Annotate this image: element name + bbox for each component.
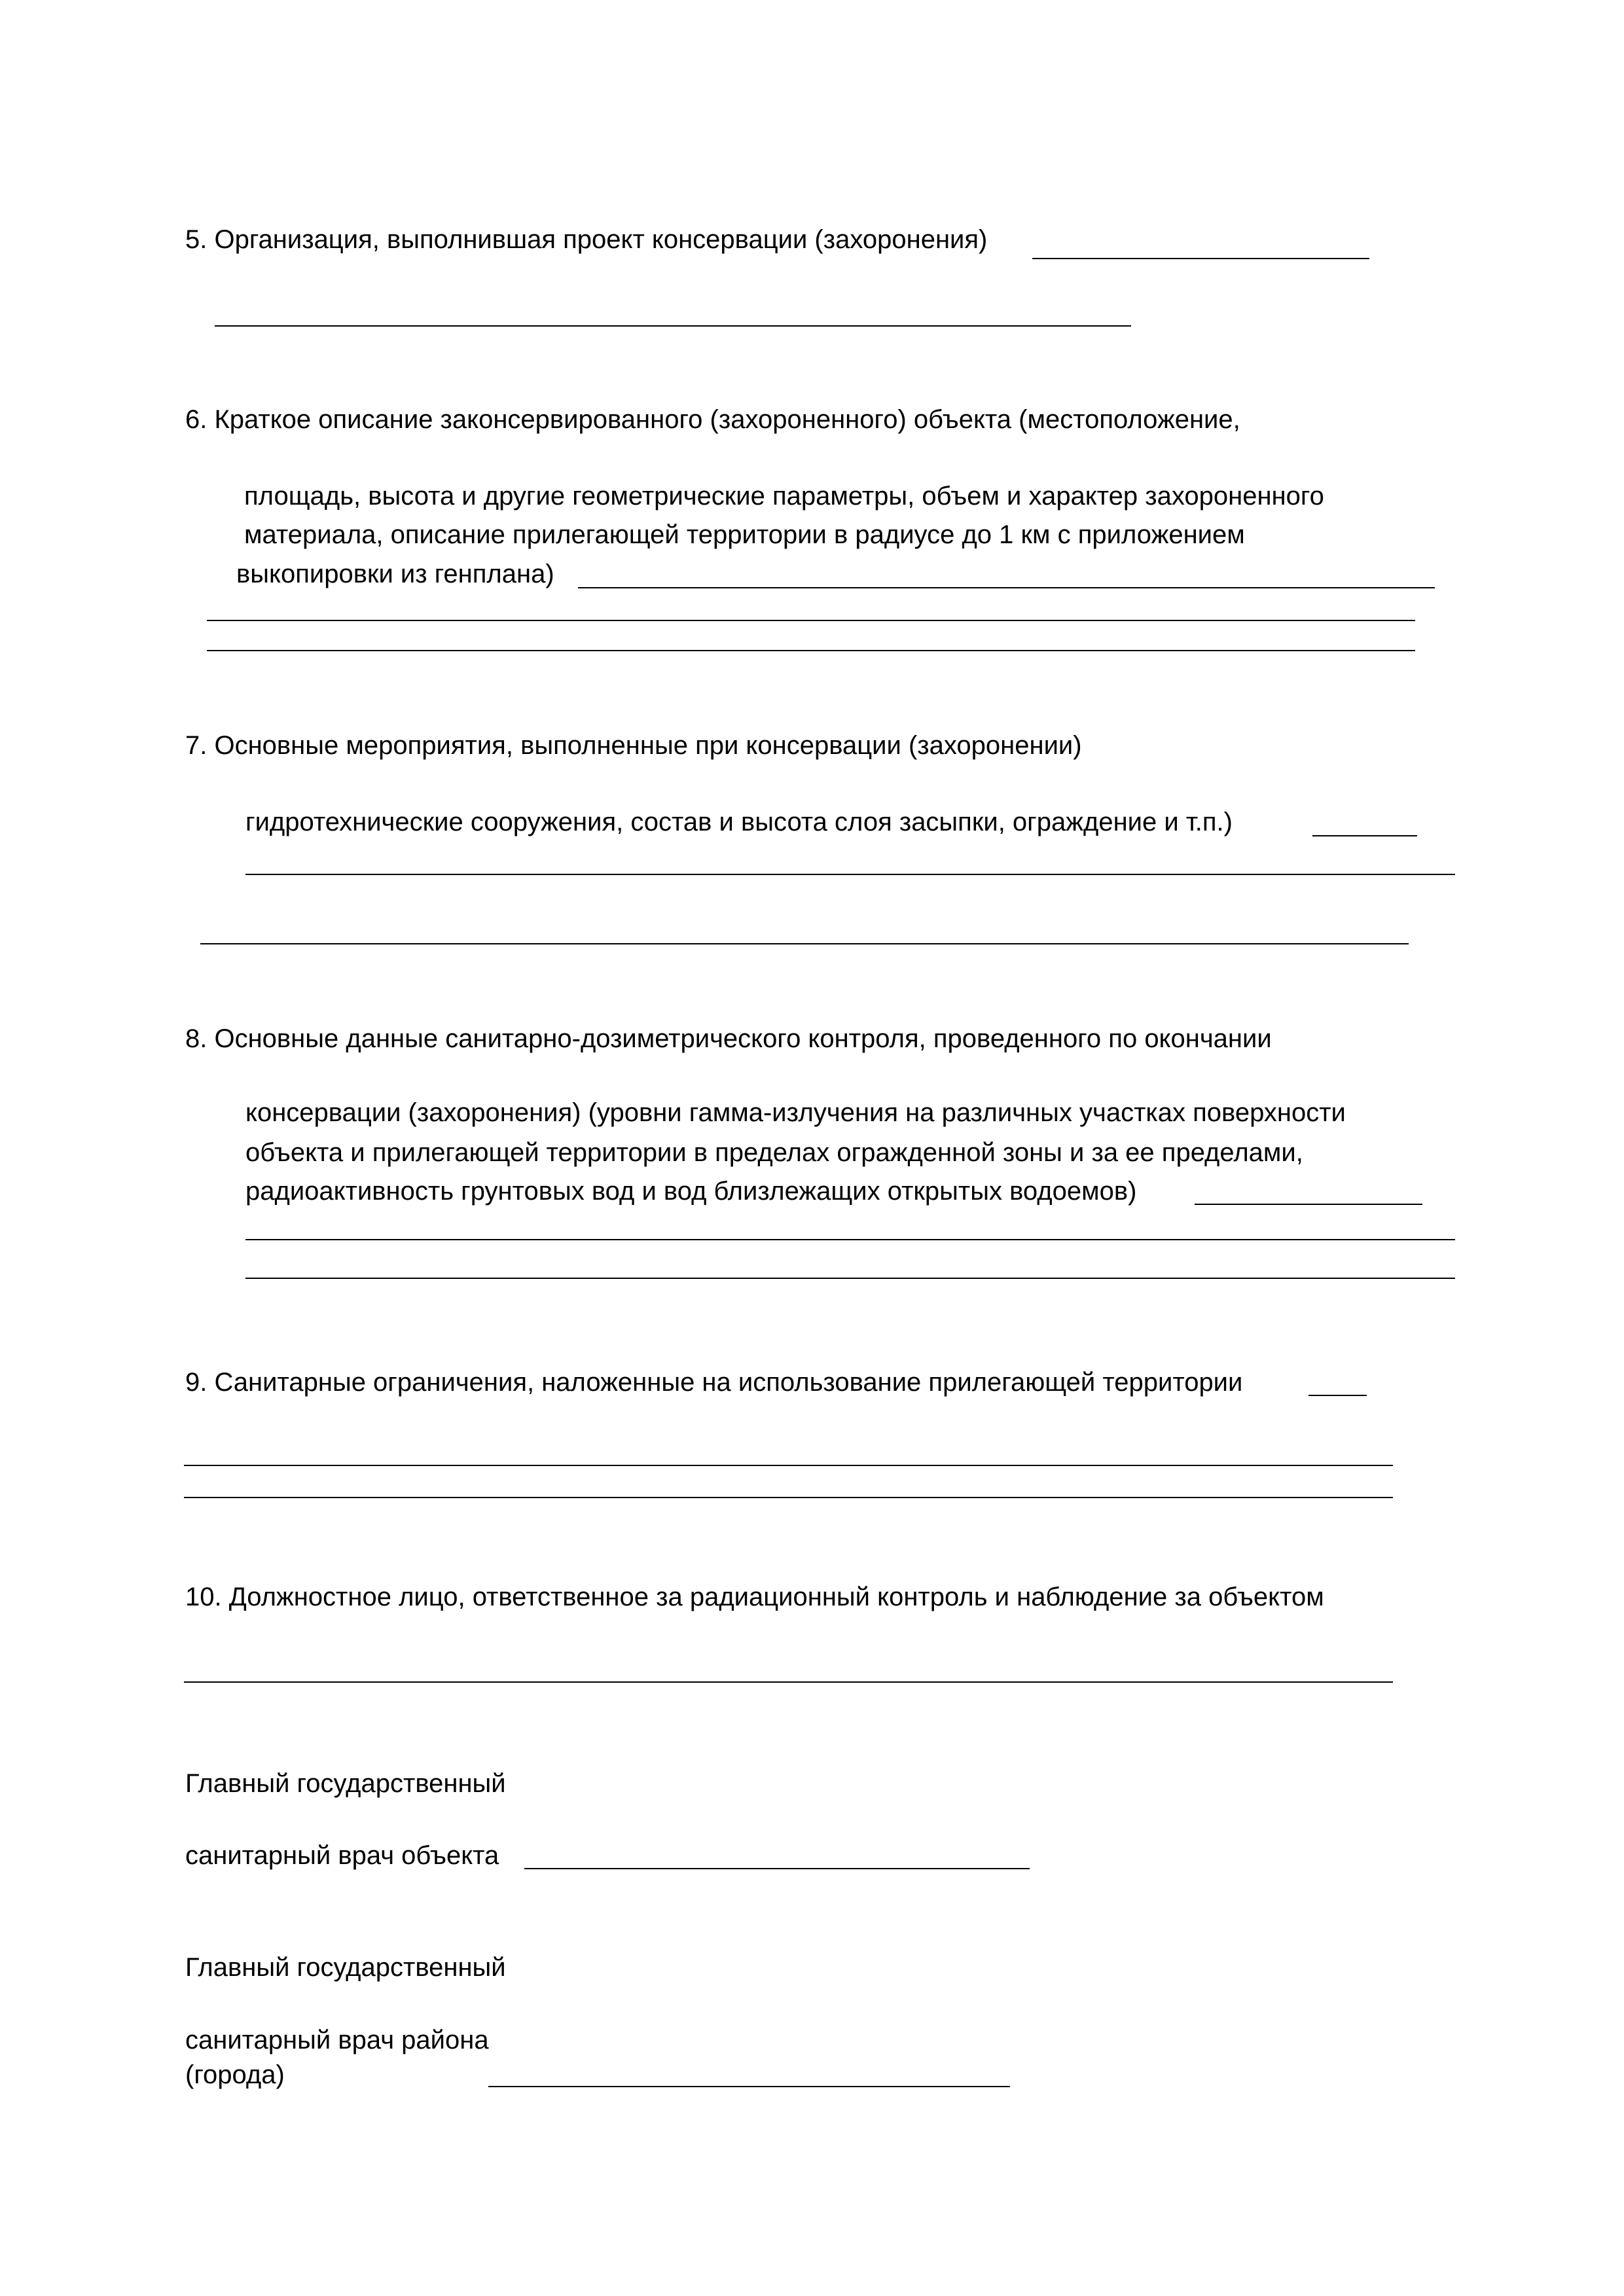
section-9-blank-line[interactable] [1308, 1395, 1367, 1396]
section-6-blank-line[interactable] [207, 620, 1415, 621]
section-9-blank-line[interactable] [184, 1465, 1393, 1466]
section-7-text: гидротехнические сооружения, состав и высота слоя засыпки, ограждение и т.п.) [245, 808, 1233, 836]
section-8-text: объекта и прилегающей территории в пределах огражденной зоны и за ее пределами, [245, 1138, 1303, 1167]
signature-district-label: (города) [185, 2060, 285, 2089]
signature-object-title: Главный государственный [185, 1769, 506, 1798]
section-9-blank-line[interactable] [184, 1497, 1393, 1498]
section-6-heading: 6. Краткое описание законсервированного (захороненного) объекта (местоположение, [185, 405, 1240, 434]
section-6-blank-line[interactable] [578, 587, 1435, 588]
section-6-text: площадь, высота и другие геометрические параметры, объем и характер захороненного [244, 482, 1324, 511]
signature-district-title: Главный государственный [185, 1953, 506, 1982]
signature-object-label: санитарный врач объекта [185, 1841, 499, 1870]
section-7-blank-line[interactable] [200, 943, 1409, 944]
section-5-blank-line[interactable] [1032, 258, 1369, 259]
section-6-text: материала, описание прилегающей территории в радиусе до 1 км с приложением [244, 520, 1245, 549]
section-10-blank-line[interactable] [184, 1681, 1393, 1683]
signature-object-line[interactable] [524, 1868, 1030, 1869]
section-8-heading: 8. Основные данные санитарно-дозиметрического контроля, проведенного по окончании [185, 1024, 1272, 1053]
section-8-text: консервации (захоронения) (уровни гамма-излучения на различных участках поверхности [245, 1098, 1346, 1127]
section-8-blank-line[interactable] [1195, 1204, 1422, 1205]
signature-district-label: санитарный врач района [185, 2026, 489, 2054]
section-9-heading: 9. Санитарные ограничения, наложенные на использование прилегающей территории [185, 1368, 1243, 1397]
section-7-blank-line[interactable] [1312, 835, 1417, 836]
section-8-blank-line[interactable] [245, 1239, 1455, 1240]
section-6-blank-line[interactable] [207, 650, 1415, 651]
section-5-blank-line[interactable] [215, 325, 1131, 327]
section-6-text: выкопировки из генплана) [236, 560, 554, 588]
section-10-heading: 10. Должностное лицо, ответственное за радиационный контроль и наблюдение за объектом [185, 1583, 1324, 1611]
section-8-blank-line[interactable] [245, 1278, 1455, 1279]
section-7-heading: 7. Основные мероприятия, выполненные при консервации (захоронении) [185, 731, 1082, 760]
signature-district-line[interactable] [488, 2086, 1010, 2087]
section-8-text: радиоактивность грунтовых вод и вод близлежащих открытых водоемов) [245, 1177, 1137, 1206]
section-7-blank-line[interactable] [245, 874, 1455, 875]
section-5-heading: 5. Организация, выполнившая проект консервации (захоронения) [185, 225, 988, 254]
